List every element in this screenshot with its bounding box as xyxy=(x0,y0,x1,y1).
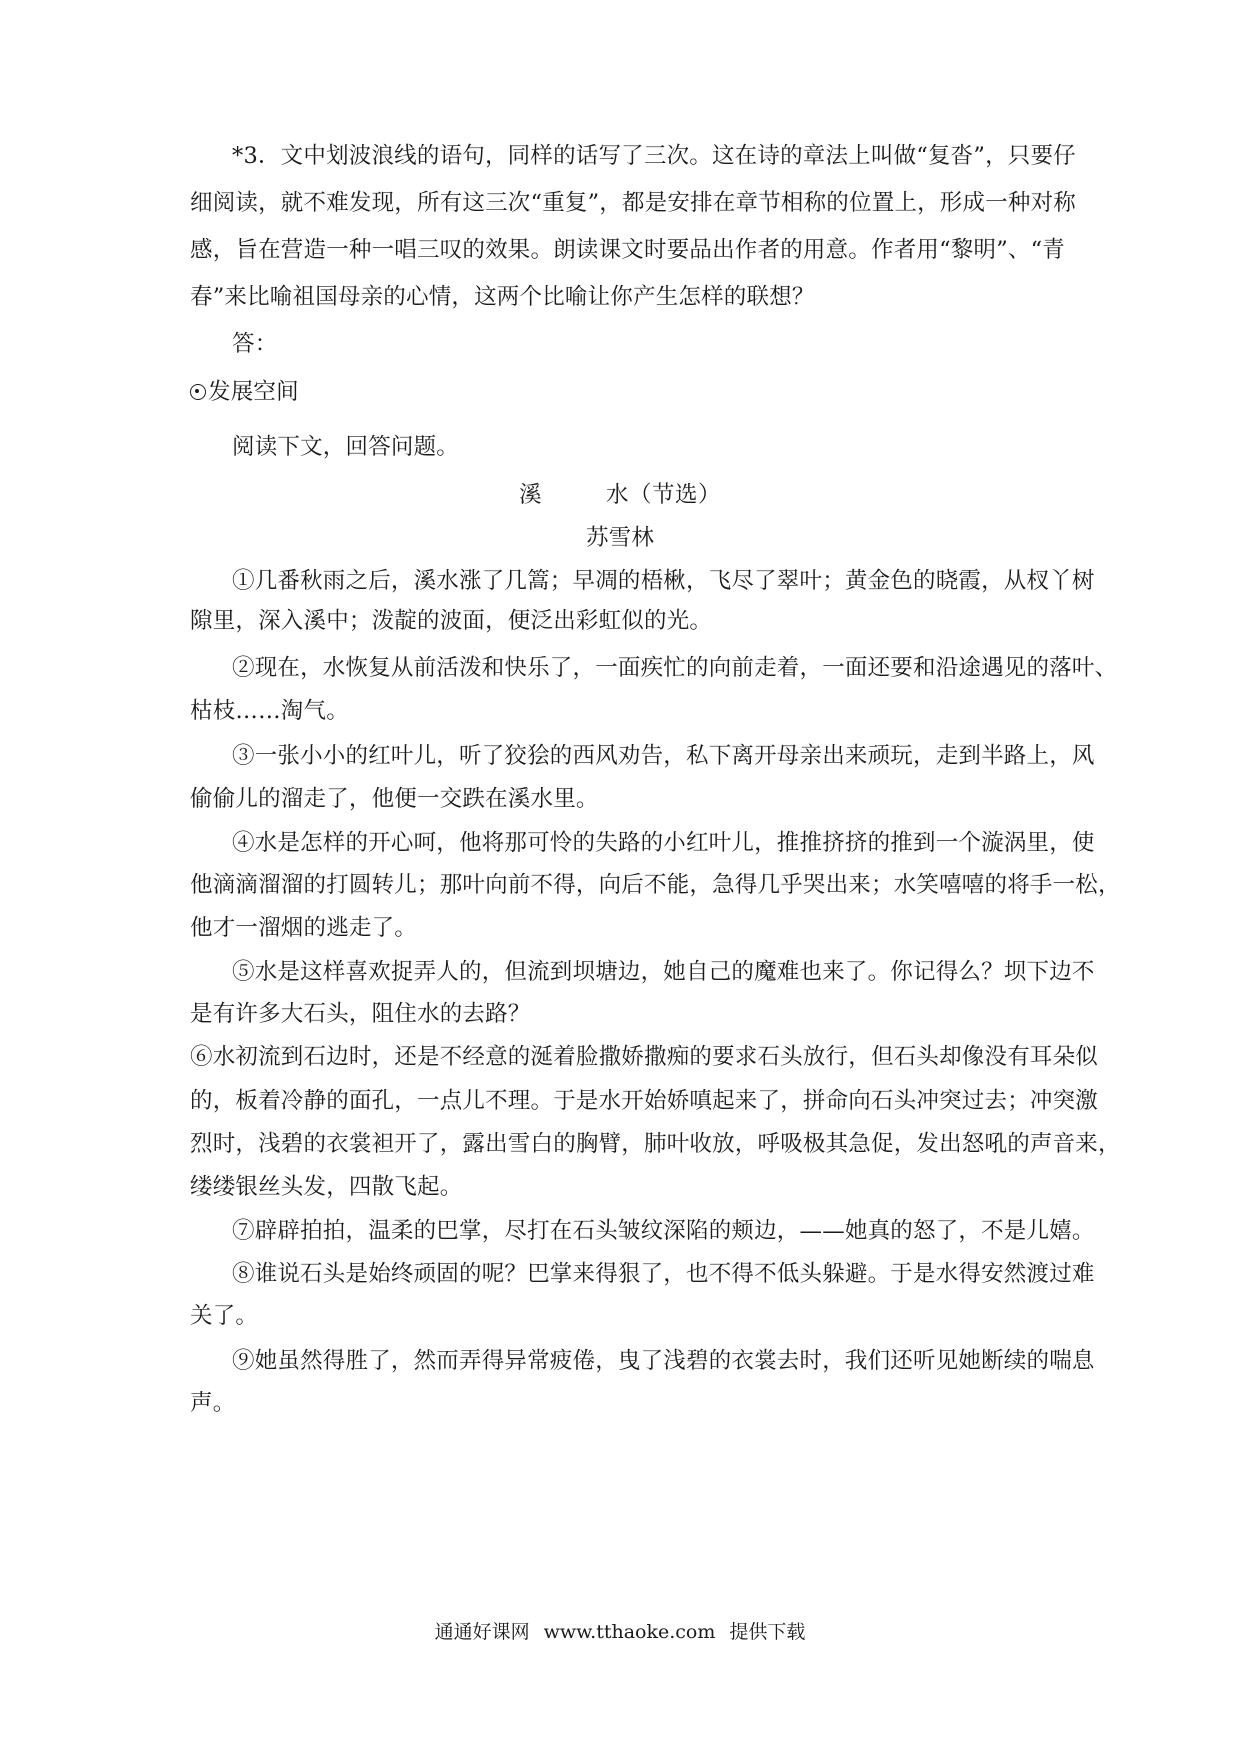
article-line: ⑤水是这样喜欢捉弄人的，但流到坝塘边，她自己的魔难也来了。你记得么？坝下边不 xyxy=(232,959,1095,985)
instruction-text: 阅读下文，回答问题。 xyxy=(232,434,460,460)
circle-dot-icon xyxy=(190,384,206,400)
footer-suffix: 提供下载 xyxy=(729,1621,806,1643)
article-line: 烈时，浅碧的衣裳袒开了，露出雪白的胸臂，肺叶收放，呼吸极其急促，发出怒吼的声音来， xyxy=(190,1131,1121,1157)
article-line: 隙里，深入溪中；泼靛的波面，便泛出彩虹似的光。 xyxy=(190,608,713,634)
article-line: ②现在，水恢复从前活泼和快乐了，一面疾忙的向前走着，一面还要和沿途遇见的落叶、 xyxy=(232,655,1118,681)
article-line: ④水是怎样的开心呵，他将那可怜的失路的小红叶儿，推推挤挤的推到一个漩涡里，使 xyxy=(232,830,1095,856)
article-author: 苏雪林 xyxy=(585,525,655,551)
question3-line-1: *3．文中划波浪线的语句，同样的话写了三次。这在诗的章法上叫做“复沓”，只要仔 xyxy=(232,143,1076,169)
question3-line-3: 感，旨在营造一种一唱三叹的效果。朗读课文时要品出作者的用意。作者用“黎明”、“青 xyxy=(190,237,1066,263)
article-line: 声。 xyxy=(190,1390,236,1416)
article-line: ①几番秋雨之后，溪水涨了几篙；早凋的梧楸，飞尽了翠叶；黄金色的晓霞，从杈丫树 xyxy=(232,568,1095,594)
answer-label: 答： xyxy=(232,331,278,357)
footer-url: www.tthaoke.com xyxy=(543,1621,716,1643)
page-footer xyxy=(0,1618,1240,1646)
article-line: 关了。 xyxy=(190,1303,259,1329)
article-line: ⑦辟辟拍拍，温柔的巴掌，尽打在石头皱纹深陷的颊边，——她真的怒了，不是儿嬉。 xyxy=(232,1218,1095,1244)
article-line: 缕缕银丝头发，四散飞起。 xyxy=(190,1174,463,1200)
article-line: ⑨她虽然得胜了，然而弄得异常疲倦，曳了浅碧的衣裳去时，我们还听见她断续的喘息 xyxy=(232,1348,1095,1374)
article-line: 他才一溜烟的逃走了。 xyxy=(190,915,418,941)
section-heading xyxy=(190,376,1050,408)
article-title-part2: 水（节选） xyxy=(606,482,722,508)
article-line: 是有许多大石头，阻住水的去路？ xyxy=(190,1001,531,1027)
question3-line-2: 细阅读，就不难发现，所有这三次“重复”，都是安排在章节相称的位置上，形成一种对称 xyxy=(190,190,1077,216)
footer-site-name: 通通好课网 xyxy=(434,1621,530,1643)
article-line: ③一张小小的红叶儿，听了狡狯的西风劝告，私下离开母亲出来顽玩，走到半路上，风 xyxy=(232,743,1095,769)
article-line: 偷偷儿的溜走了，他便一交跌在溪水里。 xyxy=(190,786,599,812)
article-line: ⑥水初流到石边时，还是不经意的涎着脸撒娇撒痴的要求石头放行，但石头却像没有耳朵似 xyxy=(190,1044,1099,1070)
article-line: 的，板着冷静的面孔，一点儿不理。于是水开始娇嗔起来了，拼命向石头冲突过去；冲突激 xyxy=(190,1088,1099,1114)
article-title-part1: 溪 xyxy=(518,482,542,508)
section-heading-text: 发展空间 xyxy=(208,379,299,405)
article-title xyxy=(0,479,1240,511)
article-line: ⑧谁说石头是始终顽固的呢？巴掌来得狠了，也不得不低头躲避。于是水得安然渡过难 xyxy=(232,1261,1095,1287)
article-line: 枯枝……淘气。 xyxy=(190,698,349,724)
question3-line-4: 春”来比喻祖国母亲的心情，这两个比喻让你产生怎样的联想？ xyxy=(190,284,815,310)
article-line: 他滴滴溜溜的打圆转儿；那叶向前不得，向后不能，急得几乎哭出来；水笑嘻嘻的将手一松， xyxy=(190,872,1121,898)
